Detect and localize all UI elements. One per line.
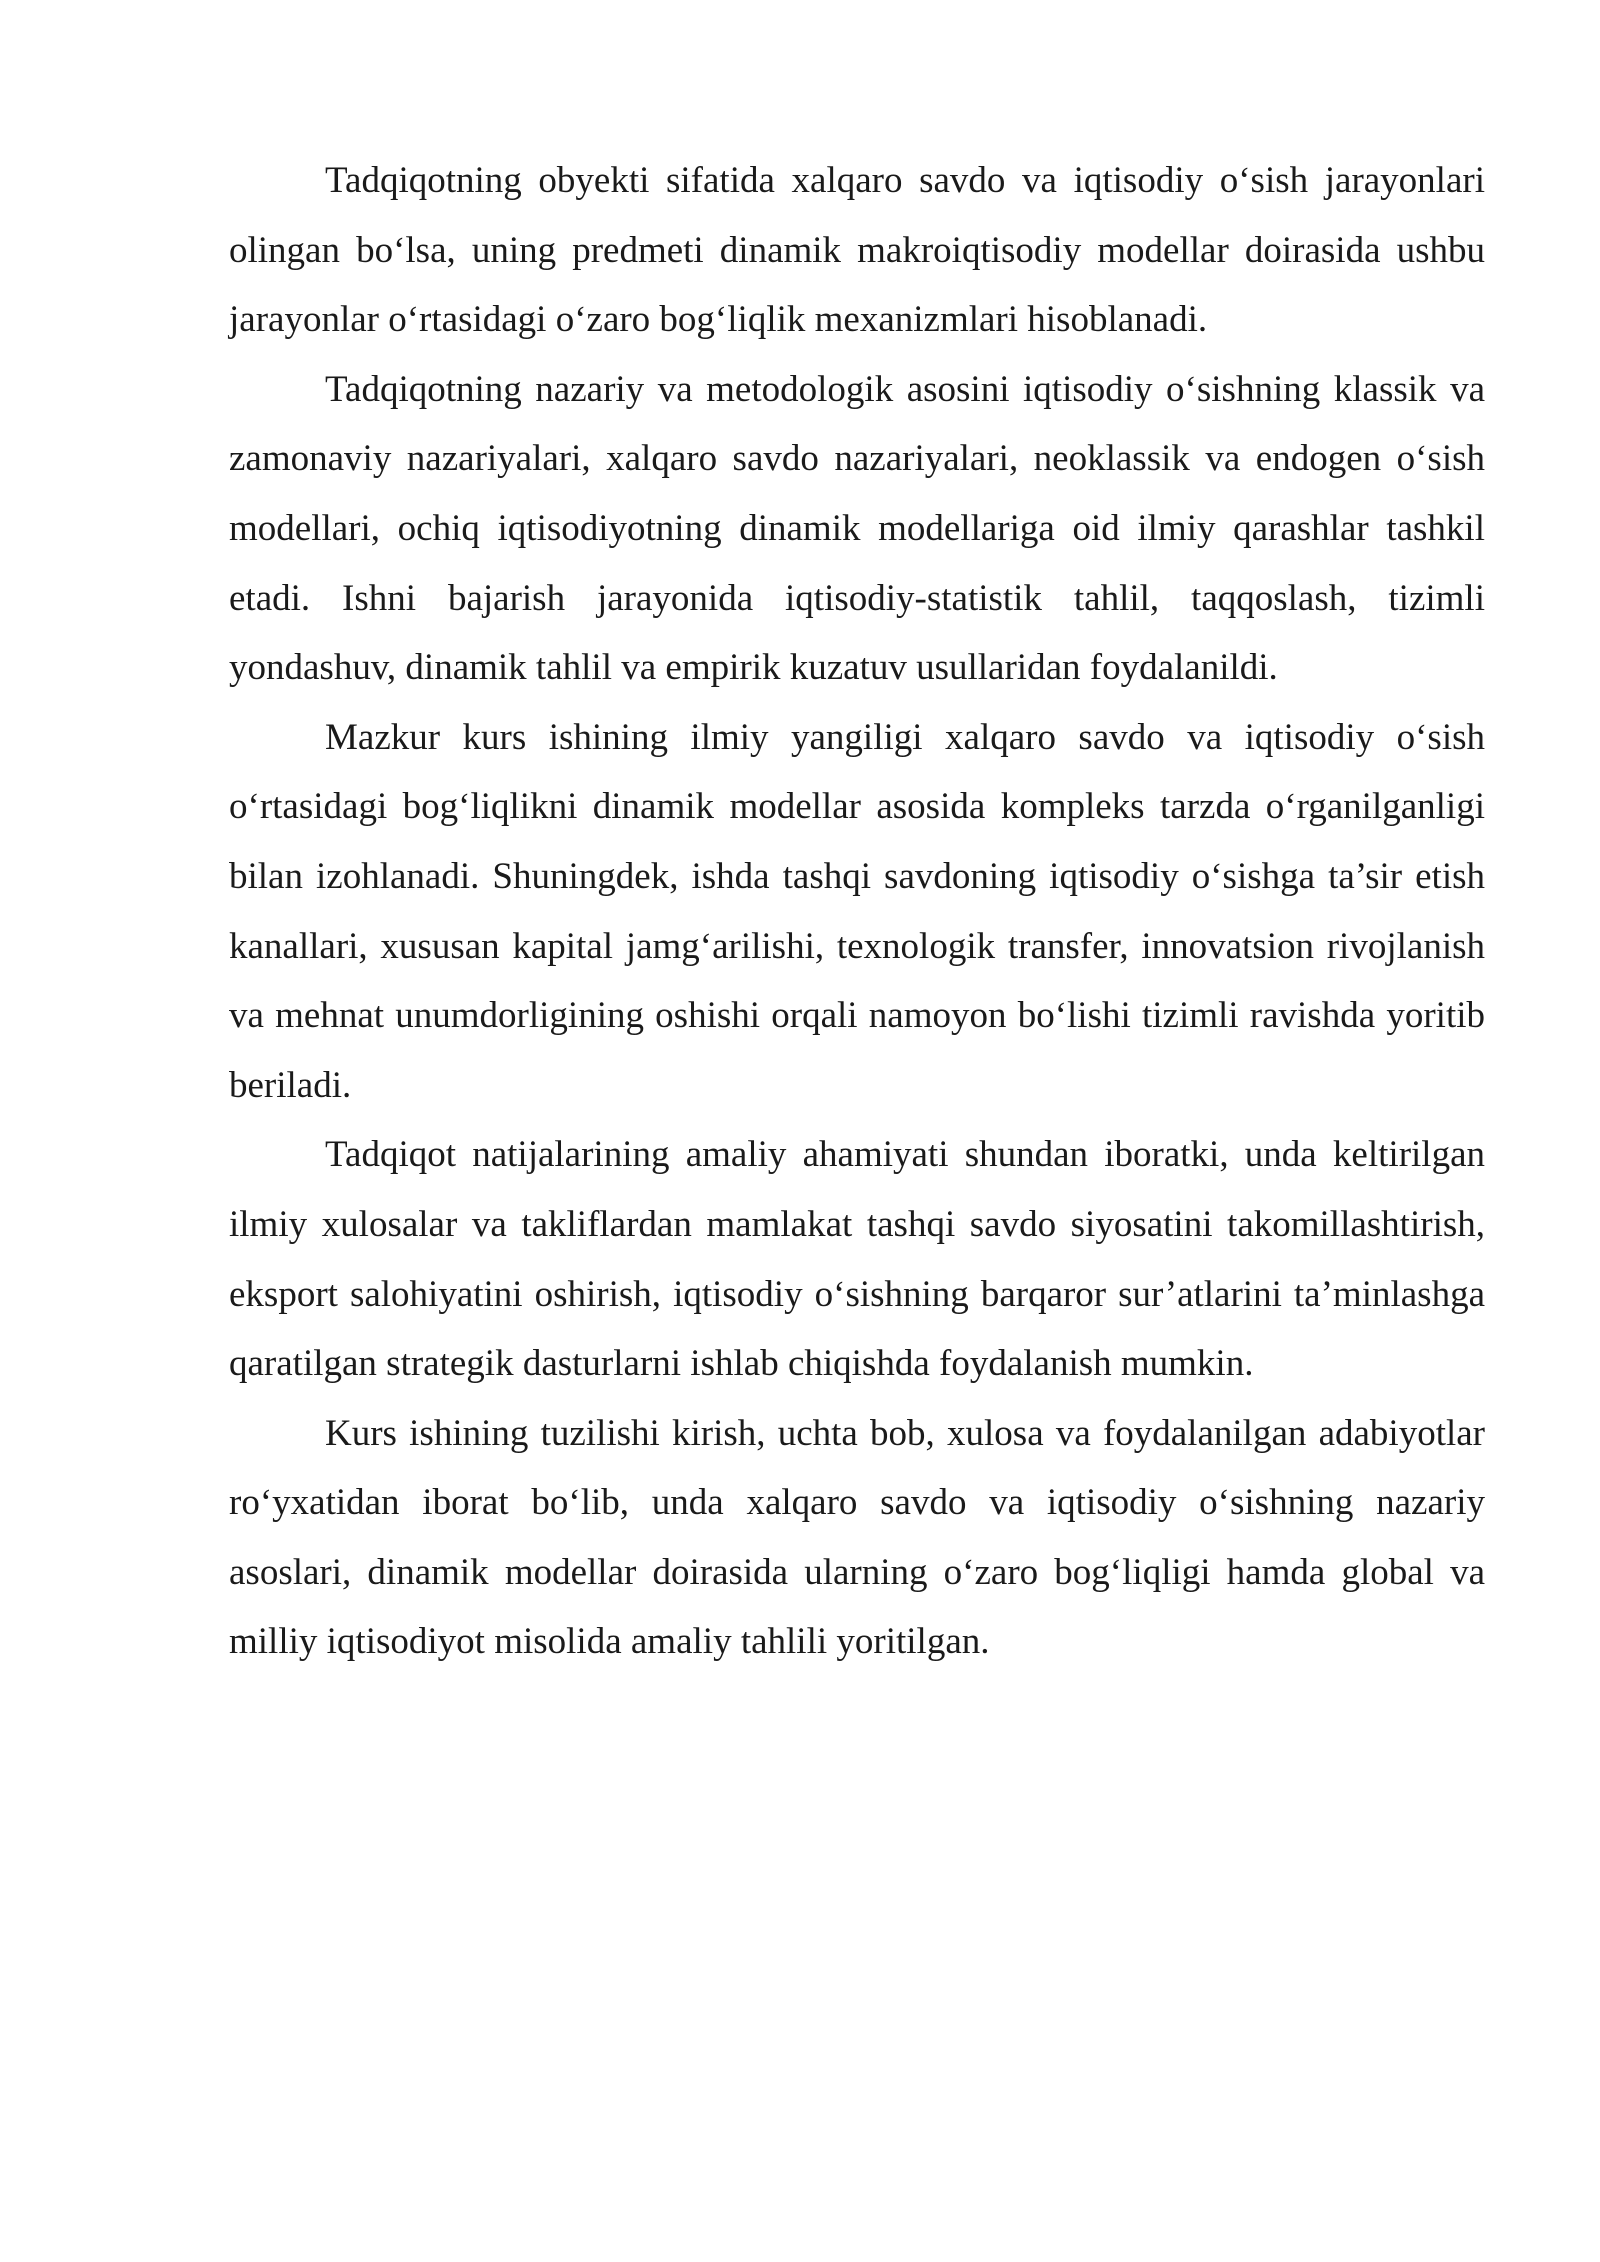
document-body	[229, 146, 1485, 1677]
paragraph-methodology: Tadqiqotning nazariy va metodologik asosini iqtisodiy o‘sishning klassik va zamonaviy nazariyalari, xalqaro savdo nazariyalari, neoklassik va endogen o‘sish modellari, ochiq iqtisodiyotning dinamik modellariga oid ilmiy qarashlar tashkil etadi. Ishni bajarish jarayonida iqtisodiy-statistik tahlil, taqqoslash, tizimli yondashuv, dinamik tahlil va empirik kuzatuv usullaridan foydalanildi.	[229, 368, 1485, 689]
paragraph-scientific-novelty: Mazkur kurs ishining ilmiy yangiligi xalqaro savdo va iqtisodiy o‘sish o‘rtasidagi bog‘liqlikni dinamik modellar asosida kompleks tarzda o‘rganilganligi bilan izohlanadi. Shuningdek, ishda tashqi savdoning iqtisodiy o‘sishga ta’sir etish kanallari, xususan kapital jamg‘arilishi, texnologik transfer, innovatsion rivojlanish va mehnat unumdorligining oshishi orqali namoyon bo‘lishi tizimli ravishda yoritib beriladi.	[229, 716, 1485, 1106]
paragraph-practical-significance: Tadqiqot natijalarining amaliy ahamiyati shundan iboratki, unda keltirilgan ilmiy xulosalar va takliflardan mamlakat tashqi savdo siyosatini takomillashtirish, eksport salohiyatini oshirish, iqtisodiy o‘sishning barqaror sur’atlarini ta’minlashga qaratilgan strategik dasturlarni ishlab chiqishda foydalanish mumkin.	[229, 1134, 1485, 1385]
paragraph-research-object: Tadqiqotning obyekti sifatida xalqaro savdo va iqtisodiy o‘sish jarayonlari olingan bo‘lsa, uning predmeti dinamik makroiqtisodiy modellar doirasida ushbu jarayonlar o‘rtasidagi o‘zaro bog‘liqlik mexanizmlari hisoblanadi.	[229, 160, 1485, 341]
paragraph-structure: Kurs ishining tuzilishi kirish, uchta bob, xulosa va foydalanilgan adabiyotlar ro‘yxatidan iborat bo‘lib, unda xalqaro savdo va iqtisodiy o‘sishning nazariy asoslari, dinamik modellar doirasida ularning o‘zaro bog‘liqligi hamda global va milliy iqtisodiyot misolida amaliy tahlili yoritilgan.	[229, 1412, 1485, 1663]
